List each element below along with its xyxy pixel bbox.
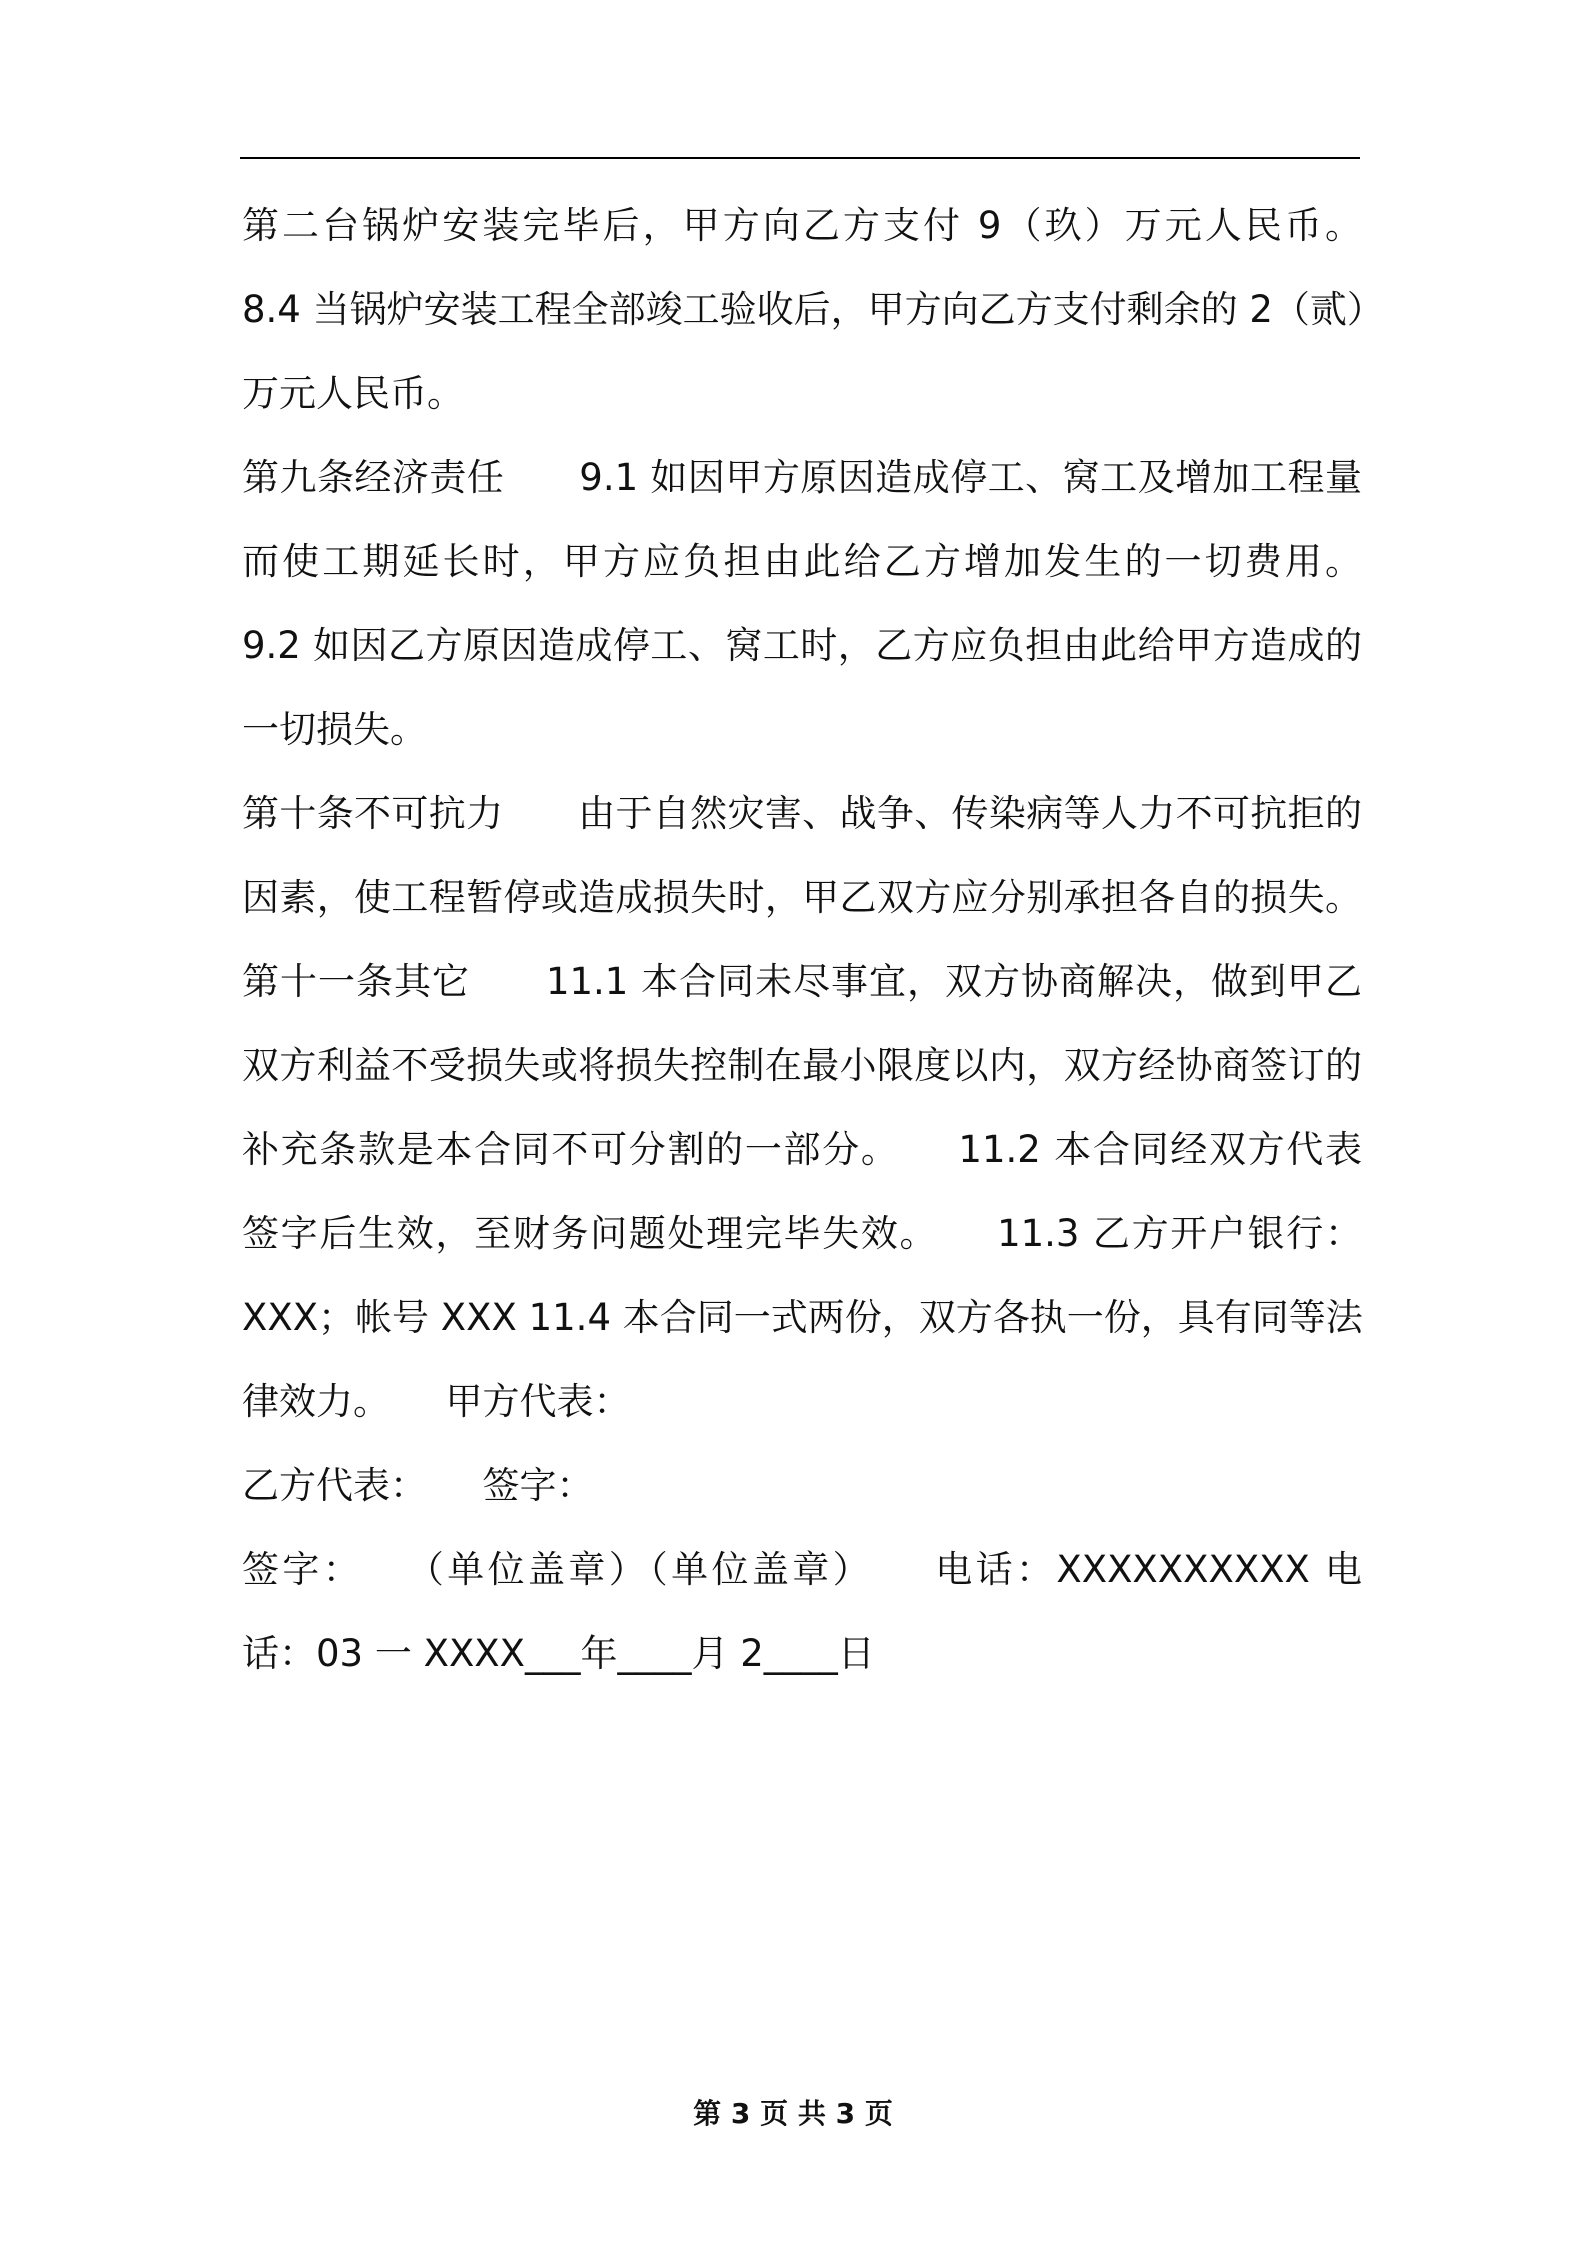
text-line: 第十条不可抗力 由于自然灾害、战争、传染病等人力不可抗拒的 <box>242 792 1362 835</box>
text-line: 第十一条其它 11.1 本合同未尽事宜，双方协商解决，做到甲乙 <box>242 960 1362 1003</box>
page-footer: 第 3 页 共 3 页 <box>693 2097 893 2130</box>
text-line: 因素，使工程暂停或造成损失时，甲乙双方应分别承担各自的损失。 <box>242 876 1362 919</box>
text-line: 而使工期延长时，甲方应负担由此给乙方增加发生的一切费用。 <box>242 540 1362 583</box>
text-line: XXX；帐号 XXX 11.4 本合同一式两份，双方各执一份，具有同等法 <box>242 1296 1363 1339</box>
text-line: 补充条款是本合同不可分割的一部分。 11.2 本合同经双方代表 <box>242 1128 1362 1171</box>
text-line: 第二台锅炉安装完毕后，甲方向乙方支付 9（玖）万元人民币。 <box>242 204 1362 247</box>
text-line: 9.2 如因乙方原因造成停工、窝工时，乙方应负担由此给甲方造成的 <box>242 624 1362 667</box>
header-rule <box>240 157 1360 159</box>
text-line: 第九条经济责任 9.1 如因甲方原因造成停工、窝工及增加工程量 <box>242 456 1362 499</box>
text-line: 一切损失。 <box>242 708 427 751</box>
text-line: 8.4 当锅炉安装工程全部竣工验收后，甲方向乙方支付剩余的 2（贰） <box>242 288 1384 331</box>
text-line: 万元人民币。 <box>242 372 464 415</box>
text-line: 乙方代表： 签字： <box>242 1464 594 1507</box>
text-line: 话：03 一 XXXX___年____月 2____日 <box>242 1632 875 1675</box>
text-line: 双方利益不受损失或将损失控制在最小限度以内，双方经协商签订的 <box>242 1044 1362 1087</box>
text-line: 签字后生效，至财务问题处理完毕失效。 11.3 乙方开户银行： <box>242 1212 1362 1255</box>
text-line: 签字： （单位盖章）（单位盖章） 电话：XXXXXXXXXX 电 <box>242 1548 1362 1591</box>
text-line: 律效力。 甲方代表： <box>242 1380 631 1423</box>
